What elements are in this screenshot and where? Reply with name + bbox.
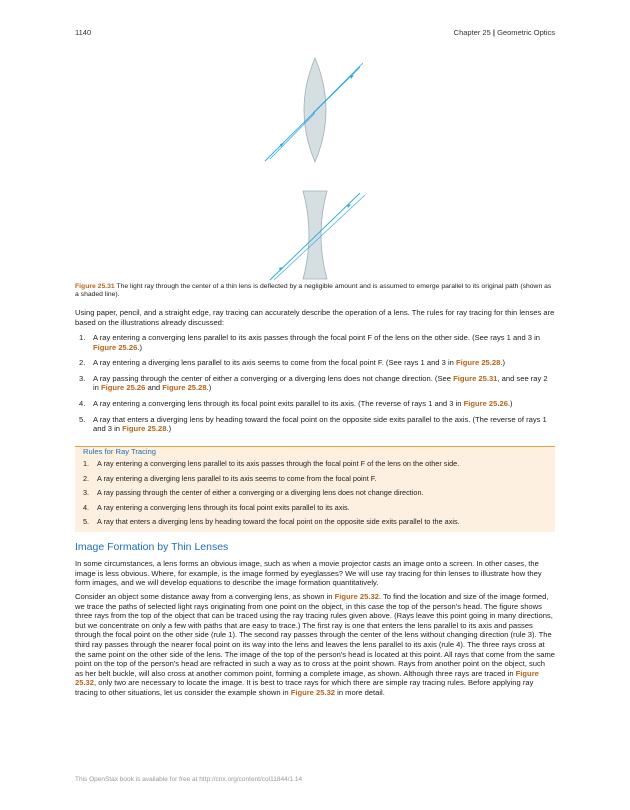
list-item (83, 517, 549, 526)
list-item (75, 399, 555, 409)
item-text: A ray passing through the center of either a converging or a diverging lens does not change direction. (See (93, 373, 454, 383)
section-heading: Image Formation by Thin Lenses (75, 541, 229, 553)
intro-paragraph: Using paper, pencil, and a straight edge, ray tracing can accurately describe the operation of a lens. The rules for ray tracing for thin lenses are based on the illustrations already discussed: (75, 308, 555, 327)
item-text-end: .) (500, 358, 505, 368)
converging-lens (304, 58, 326, 162)
diverging-lens (303, 191, 327, 279)
list-item (75, 374, 555, 393)
figure-link[interactable]: Figure 25.26 (463, 398, 508, 408)
figure-link[interactable]: Figure 25.32 (75, 668, 539, 688)
item-text: A ray that enters a diverging lens by heading toward the focal point on the opposite side exits parallel to the axis. (The reverse of rays 1 and 3 in (93, 414, 547, 434)
item-number: 3. (79, 373, 86, 383)
item-number: 4. (83, 502, 90, 512)
para-text: . To find the location and size of the image formed, we trace the paths of selected light rays originating from one point on the object, in this case the top of the person's head. The figure shows three rays from the top of the object that can be traced using the ray tracing rules given above. (Rays leave this point going in many directions, but we concentrate on only a few with paths that are easy to trace.) The first ray is one that enters the lens parallel to its axis and passes through the focal point on the other side (rule 1). The second ray passes through the center of the lens without changing direction (rule 3). The third ray passes through the nearer focal point on its way into the lens and leaves the lens parallel to its axis (rule 4). The three rays cross at the same point on the other side of the lens. The image of the top of the person's head is located at this point. All rays that come from the same point on the top of the person's head are refracted in such a way as to cross at the point shown. Rays from another point on the object, such as her belt buckle, will also cross at another common point, forming a complete image, as shown. Although three rays are traced in (75, 592, 555, 678)
list-item (83, 503, 549, 512)
item-text-end: .) (137, 342, 142, 352)
figure-label: Figure 25.31 (75, 283, 115, 290)
figure-link[interactable]: Figure 25.32 (290, 687, 336, 697)
list-item (83, 474, 549, 483)
item-text: A ray entering a converging lens through its focal point exits parallel to its axis. (The reverse of rays 1 and 3 in (93, 398, 464, 408)
item-text: A ray entering a converging lens through its focal point exits parallel to its axis. (97, 502, 350, 512)
lens-figure (75, 55, 555, 285)
figure-link[interactable]: Figure 25.28 (456, 358, 501, 368)
item-text-end: .) (206, 383, 212, 393)
list-item (83, 459, 549, 468)
para-text: Consider an object some distance away from a converging lens, as shown in (75, 592, 335, 601)
ray-tracing-rules-list (75, 333, 555, 440)
item-text-mid: , and see ray 2 in (93, 373, 548, 393)
item-text: A ray entering a diverging lens parallel to its axis seems to come from the focal point F. (97, 473, 377, 483)
para-text: , only two are necessary to locate the image. It is best to trace rays for which there are simple ray tracing rules. Before applying ray tracing to other situations, let us consider the example shown in (75, 678, 534, 697)
chapter-title: Geometric Optics (497, 28, 555, 37)
figure-link[interactable]: Figure 25.28 (122, 424, 167, 434)
figure-caption (75, 283, 555, 300)
item-number: 1. (83, 459, 90, 468)
figure-link[interactable]: Figure 25.32 (334, 592, 379, 601)
section-paragraph-2 (75, 592, 555, 698)
item-text-mid: and (145, 383, 163, 393)
callout-title: Rules for Ray Tracing (83, 447, 157, 456)
list-item (75, 333, 555, 352)
header-separator: | (492, 28, 495, 37)
item-text: A ray that enters a diverging lens by heading toward the focal point on the opposite side exits parallel to the axis. (97, 517, 460, 527)
rules-callout-box (75, 446, 555, 532)
item-number: 2. (83, 473, 90, 483)
figure-link[interactable]: Figure 25.28 (162, 383, 207, 393)
callout-list (83, 459, 549, 532)
item-number: 4. (79, 398, 86, 408)
list-item (83, 488, 549, 497)
item-number: 3. (83, 488, 90, 498)
item-text: A ray entering a converging lens parallel to its axis passes through the focal point F of the lens on the other side. (See rays 1 and 3 in (93, 333, 541, 342)
page-footer: This OpenStax book is available for free at http://cnx.org/content/col11844/1.14 (75, 776, 303, 783)
para-text: in more detail. (335, 687, 385, 697)
item-number: 2. (79, 358, 86, 368)
figure-link[interactable]: Figure 25.31 (453, 373, 498, 383)
figure-link[interactable]: Figure 25.26 (93, 342, 138, 352)
chapter-label: Chapter 25 (453, 28, 491, 37)
item-text-end: .) (166, 424, 172, 434)
item-text-end: .) (507, 398, 513, 408)
figure-link[interactable]: Figure 25.26 (101, 383, 146, 393)
page-number: 1140 (75, 28, 92, 37)
item-text: A ray entering a converging lens parallel to its axis passes through the focal point F of the lens on the other side. (97, 459, 460, 468)
running-header (454, 28, 555, 37)
list-item (75, 415, 555, 434)
item-text: A ray entering a diverging lens parallel to its axis seems to come from the focal point F. (See rays 1 and 3 in (93, 358, 456, 368)
list-item (75, 358, 555, 368)
item-text: A ray passing through the center of either a converging or a diverging lens does not change direction. (97, 488, 424, 498)
caption-text: The light ray through the center of a thin lens is deflected by a negligible amount and is assumed to emerge parallel to its original path (shown as a shaded line). (75, 283, 552, 299)
item-number: 5. (79, 414, 86, 424)
item-number: 5. (83, 517, 90, 527)
item-number: 1. (79, 333, 86, 342)
section-paragraph-1: In some circumstances, a lens forms an obvious image, such as when a movie projector casts an image onto a screen. In other cases, the image is less obvious. Where, for example, is the image formed by eyeglasses? We will use ray tracing for thin lenses to illustrate how they form images, and we will develop equations to describe the image formation quantitatively. (75, 559, 542, 588)
